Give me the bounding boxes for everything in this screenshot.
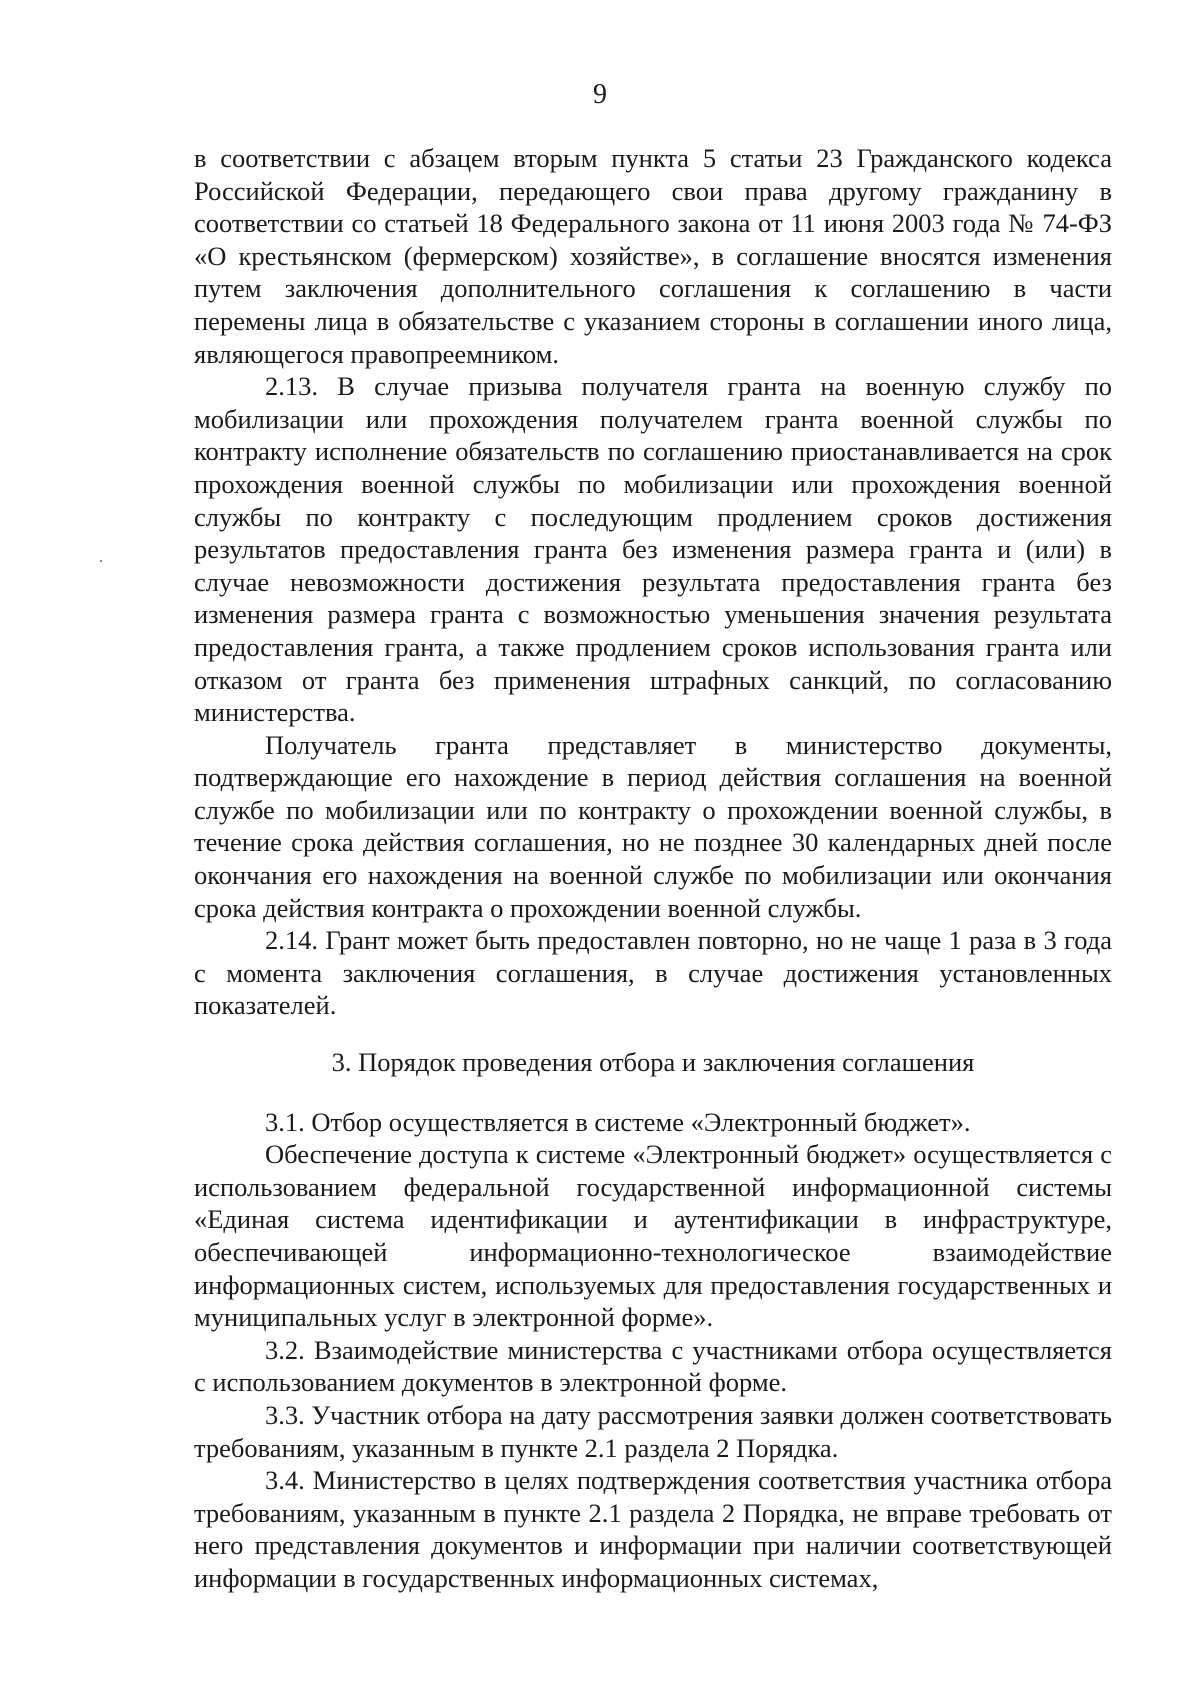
paragraph-2-14: 2.14. Грант может быть предоставлен повторно, но не чаще 1 раза в 3 года с момента заключения соглашения, в случае достижения установленных показателей. — [194, 925, 1112, 1021]
page-number: 9 — [593, 79, 607, 110]
paragraph-continuation: в соответствии с абзацем вторым пункта 5 статьи 23 Гражданского кодекса Российской Федерации, передающего свои права другому гражданину в соответствии со статьей 18 Федерального закона от 11 июня 2003 года № 74-ФЗ «О крестьянском (фермерском) хозяйстве», в соглашение вносятся изменения путем заключения дополнительного соглашения к соглашению в части перемены лица в обязательстве с указанием стороны в соглашении иного лица, являющегося правопреемником. — [194, 143, 1112, 369]
scan-speck — [100, 560, 102, 562]
paragraph-3-4: 3.4. Министерство в целях подтверждения соответствия участника отбора требованиям, указанным в пункте 2.1 раздела 2 Порядка, не вправе требовать от него представления документов и информации при наличии соответствующей информации в государственных информационных системах, — [194, 1465, 1112, 1593]
paragraph-3-1: 3.1. Отбор осуществляется в системе «Электронный бюджет». — [265, 1106, 971, 1137]
paragraph-3-3: 3.3. Участник отбора на дату рассмотрения заявки должен соответствовать требованиям, указанным в пункте 2.1 раздела 2 Порядка. — [194, 1399, 1112, 1463]
paragraph-2-13: 2.13. В случае призыва получателя гранта на военную службу по мобилизации или прохождения получателем гранта военной службы по контракту исполнение обязательств по соглашению приостанавливается на срок прохождения военной службы по мобилизации или прохождения военной службы по контракту с последующим продлением сроков достижения результатов предоставления гранта без изменения размера гранта и (или) в случае невозможности достижения результата предоставления гранта без изменения размера гранта с возможностью уменьшения значения результата предоставления гранта, а также продлением сроков использования гранта или отказом от гранта без применения штрафных санкций, по согласованию министерства. — [194, 371, 1112, 728]
paragraph-access: Обеспечение доступа к системе «Электронный бюджет» осуществляется с использованием федеральной государственной информационной системы «Единая система идентификации и аутентификации в инфраструктуре, обеспечивающей информационно-технологическое взаимодействие информационных систем, используемых для предоставления государственных и муниципальных услуг в электронной форме». — [194, 1139, 1112, 1333]
section-heading: 3. Порядок проведения отбора и заключения соглашения — [331, 1047, 975, 1078]
document-body — [194, 142, 1112, 1595]
paragraph-recipient-documents: Получатель гранта представляет в министерство документы, подтверждающие его нахождение в период действия соглашения на военной службе по мобилизации или по контракту о прохождении военной службы, в течение срока действия соглашения, но не позднее 30 календарных дней после окончания его нахождения на военной службе по мобилизации или окончания срока действия контракта о прохождении военной службы. — [194, 729, 1112, 923]
paragraph-3-2: 3.2. Взаимодействие министерства с участниками отбора осуществляется с использованием документов в электронной форме. — [194, 1334, 1112, 1398]
